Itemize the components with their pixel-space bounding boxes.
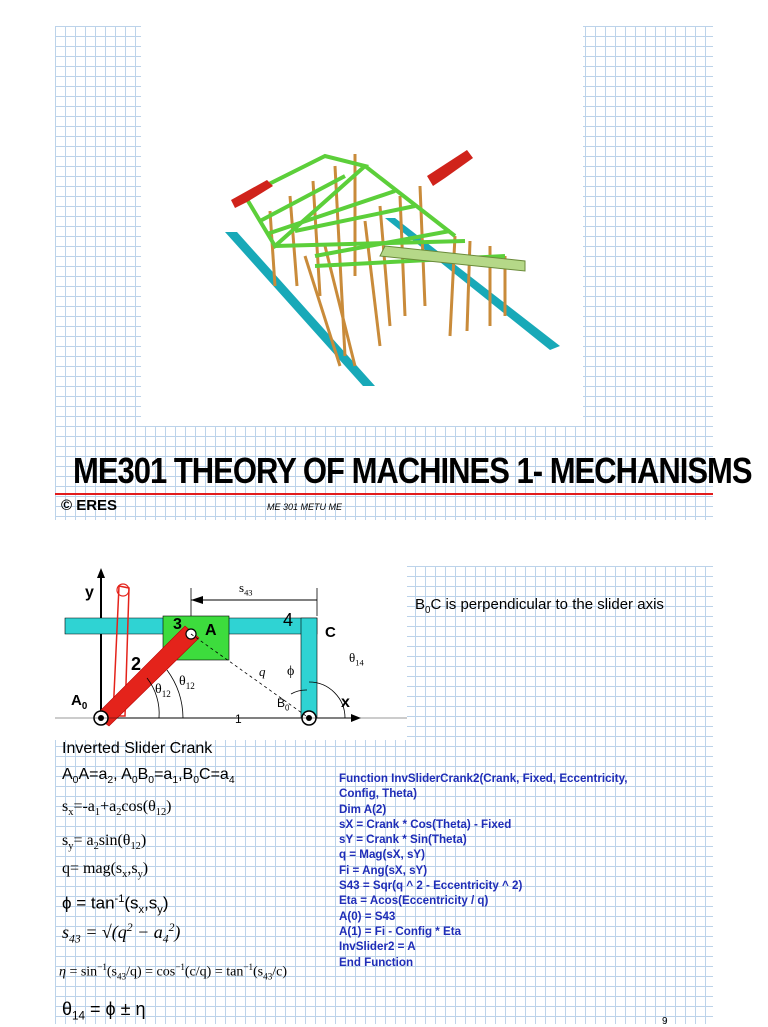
code-line: Dim A(2) xyxy=(339,802,387,816)
code-listing xyxy=(339,771,627,970)
theta14-label: $\theta_{14}$ xyxy=(349,650,364,668)
copyright: © ERES xyxy=(61,497,118,514)
link1-label: 1 xyxy=(235,712,242,726)
point-C-label: C xyxy=(325,624,336,641)
code-line: End Function xyxy=(339,955,414,969)
s43-equation: $s_{43} = √(q^2 - a_4^2)$ xyxy=(62,921,181,946)
title-slide xyxy=(55,26,752,520)
code-line: InvSlider2 = A xyxy=(339,940,416,954)
rake-mechanism-illustration xyxy=(205,136,575,396)
point-A0-label: $A_0$ xyxy=(71,692,88,712)
perpendicular-note: $B_0C$ is perpendicular to the slider axis xyxy=(415,596,664,616)
phi-label: ϕ xyxy=(287,664,295,679)
course-footer: ME 301 METU ME xyxy=(267,502,343,512)
link-lengths-equation: $A_0A=a_2$, $A_0B_0=a_1,B_0C=a_4$ xyxy=(62,766,235,787)
content-slide xyxy=(55,566,713,1024)
sy-equation: $s_y= a_2\sin(\theta_{12})$ xyxy=(62,832,147,853)
code-line: Config, Theta) xyxy=(339,787,417,801)
page-title: ME301 THEORY OF MACHINES 1- MECHANISMS xyxy=(73,450,752,492)
code-line: A(1) = Fi - Config * Eta xyxy=(339,924,462,938)
title-rule xyxy=(55,493,713,495)
code-line: Eta = Acos(Eccentricity / q) xyxy=(339,894,489,908)
theta12-outer-label: $\theta_{12}$ xyxy=(179,674,195,691)
theta14-equation: $\theta_{14} = \phi \pm \eta$ xyxy=(62,999,146,1023)
x-axis-label: x xyxy=(341,694,350,711)
phi-equation: $\phi = \tan^{-1}(s_x,s_y)$ xyxy=(62,893,169,917)
code-line: q = Mag(sX, sY) xyxy=(339,848,426,862)
link4-label: 4 xyxy=(283,610,294,630)
s43-label: $s_{43}$ xyxy=(239,580,253,598)
point-B0-label: $B_0$ xyxy=(277,696,290,713)
code-line: Function InvSliderCrank2(Crank, Fixed, Eccentricity, xyxy=(339,772,628,785)
point-A-label: A xyxy=(205,622,217,639)
q-label: q xyxy=(259,664,266,679)
diagram-caption: Inverted Slider Crank xyxy=(62,740,213,757)
theta12-label: $\theta_{12}$ xyxy=(155,682,171,699)
y-axis-label: y xyxy=(85,584,94,601)
link3-label: 3 xyxy=(173,616,182,633)
code-line: A(0) = S43 xyxy=(339,909,396,923)
code-line: S43 = Sqr(q ^ 2 - Eccentricity ^ 2) xyxy=(339,879,523,893)
q-equation: $q= mag(s_x,s_y)$ xyxy=(62,860,149,881)
code-line: sY = Crank * Sin(Theta) xyxy=(339,833,467,847)
code-line: sX = Crank * Cos(Theta) - Fixed xyxy=(339,817,512,831)
page-number: 9 xyxy=(662,1016,668,1027)
eta-equation: $\eta = \sin^{-1}(s_{43}/q) = \cos^{-1}(c/q) = \tan^{-1}(s_{43}/c)$ xyxy=(59,962,287,982)
code-line: Fi = Ang(sX, sY) xyxy=(339,863,428,877)
link2-label: 2 xyxy=(131,654,142,674)
sx-equation: $s_x=-a_1+a_2\cos(\theta_{12})$ xyxy=(62,798,172,819)
